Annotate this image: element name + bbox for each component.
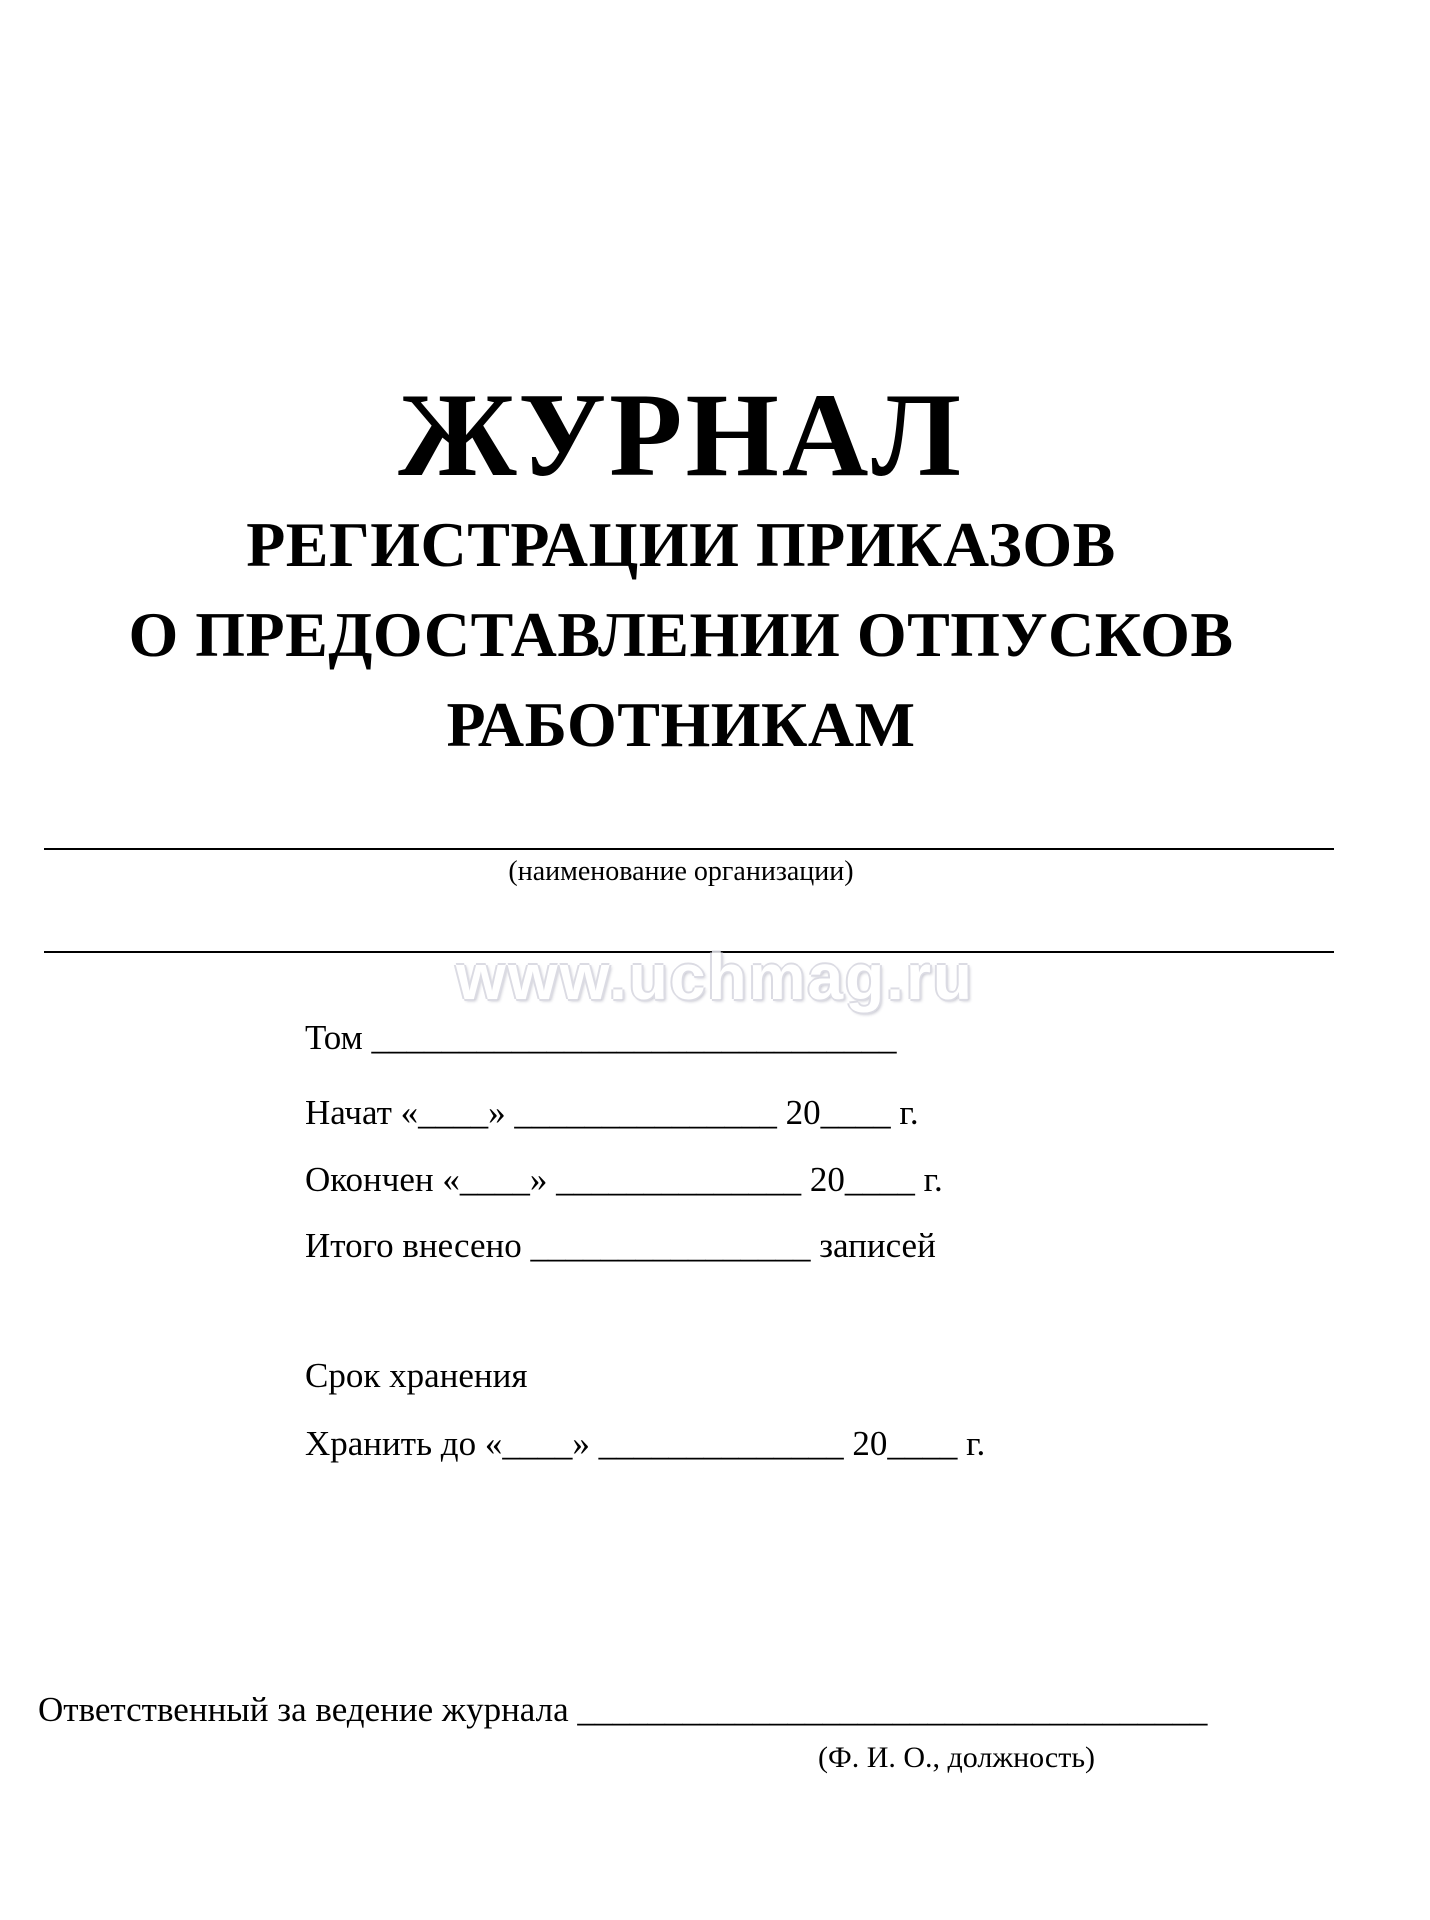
responsible-person-field: Ответственный за ведение журнала ____________________________________ bbox=[38, 1690, 1208, 1729]
journal-title: ЖУРНАЛ bbox=[398, 368, 964, 501]
end-date-field: Окончен «____» ______________ 20____ г. bbox=[305, 1160, 943, 1199]
organization-caption: (наименование организации) bbox=[508, 856, 854, 887]
organization-name-line bbox=[44, 848, 1334, 850]
volume-field: Том ______________________________ bbox=[305, 1018, 897, 1057]
subtitle-line-1: РЕГИСТРАЦИИ ПРИКАЗОВ bbox=[246, 509, 1116, 580]
responsible-caption: (Ф. И. О., должность) bbox=[818, 1741, 1095, 1774]
total-entries-field: Итого внесено ________________ записей bbox=[305, 1226, 936, 1265]
watermark: www.uchmag.ru bbox=[456, 941, 974, 1013]
subtitle-line-3: РАБОТНИКАМ bbox=[446, 689, 916, 760]
storage-period-label: Срок хранения bbox=[305, 1356, 528, 1395]
start-date-field: Начат «____» _______________ 20____ г. bbox=[305, 1093, 919, 1132]
keep-until-field: Хранить до «____» ______________ 20____ г. bbox=[305, 1424, 986, 1463]
subtitle-line-2: О ПРЕДОСТАВЛЕНИИ ОТПУСКОВ bbox=[128, 599, 1234, 670]
